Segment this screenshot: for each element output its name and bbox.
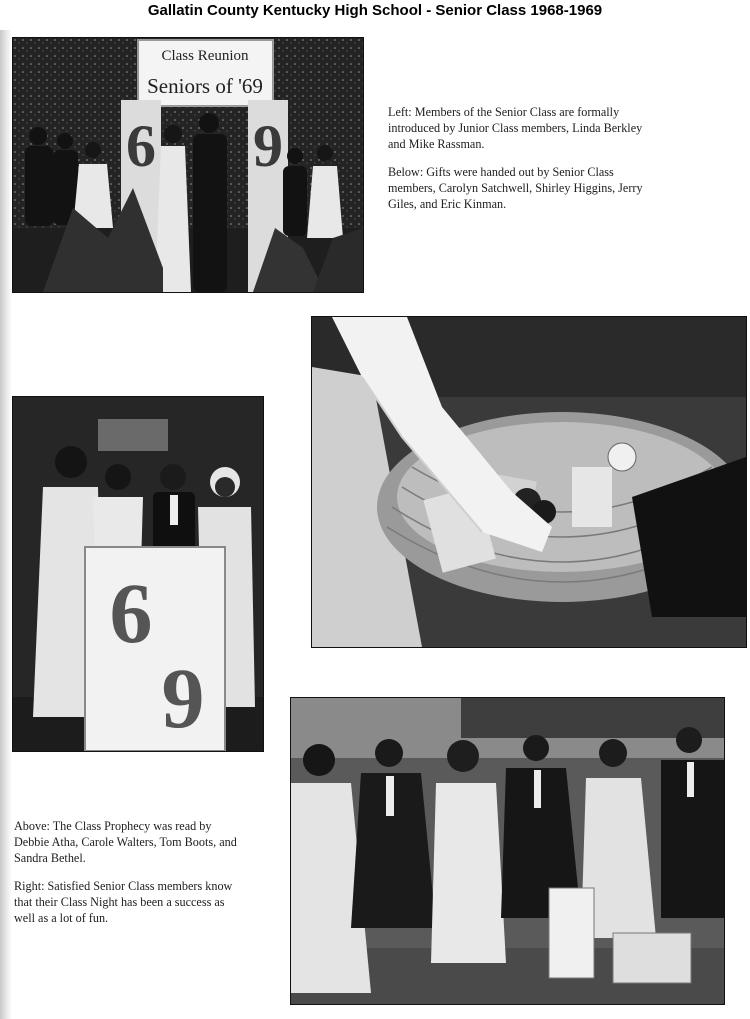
page-spine-shadow — [0, 30, 12, 1019]
photo-class-prophecy — [12, 396, 264, 752]
photo-gift-basket — [311, 316, 747, 648]
photo-class-introduction — [12, 37, 364, 293]
caption-left-paragraph: Left: Members of the Senior Class are formally introduced by Junior Class members, Linda Berkley and Mike Rassman. — [388, 105, 643, 151]
podium-numeral-6: 6 — [109, 565, 153, 661]
caption-below-paragraph: Below: Gifts were handed out by Senior Class members, Carolyn Satchwell, Shirley Higgins, Jerry Giles, and Eric Kinman. — [388, 165, 643, 211]
sign-class-reunion: Class Reunion — [161, 48, 249, 64]
page-title: Gallatin County Kentucky High School - Senior Class 1968-1969 — [147, 2, 603, 19]
caption-top-right — [388, 104, 660, 224]
caption-above-paragraph: Above: The Class Prophecy was read by Debbie Atha, Carole Walters, Tom Boots, and Sandra Bethel. — [14, 819, 237, 865]
caption-right-paragraph: Right: Satisfied Senior Class members know that their Class Night has been a success as well as a lot of fun. — [14, 879, 233, 925]
sign-seniors-69: Seniors of '69 — [147, 74, 263, 98]
pillar-numeral-9: 9 — [253, 113, 283, 179]
podium-numeral-9: 9 — [161, 650, 205, 746]
pillar-numeral-6: 6 — [126, 113, 156, 179]
caption-bottom-left — [14, 818, 242, 938]
photo-seated-seniors — [290, 697, 725, 1005]
